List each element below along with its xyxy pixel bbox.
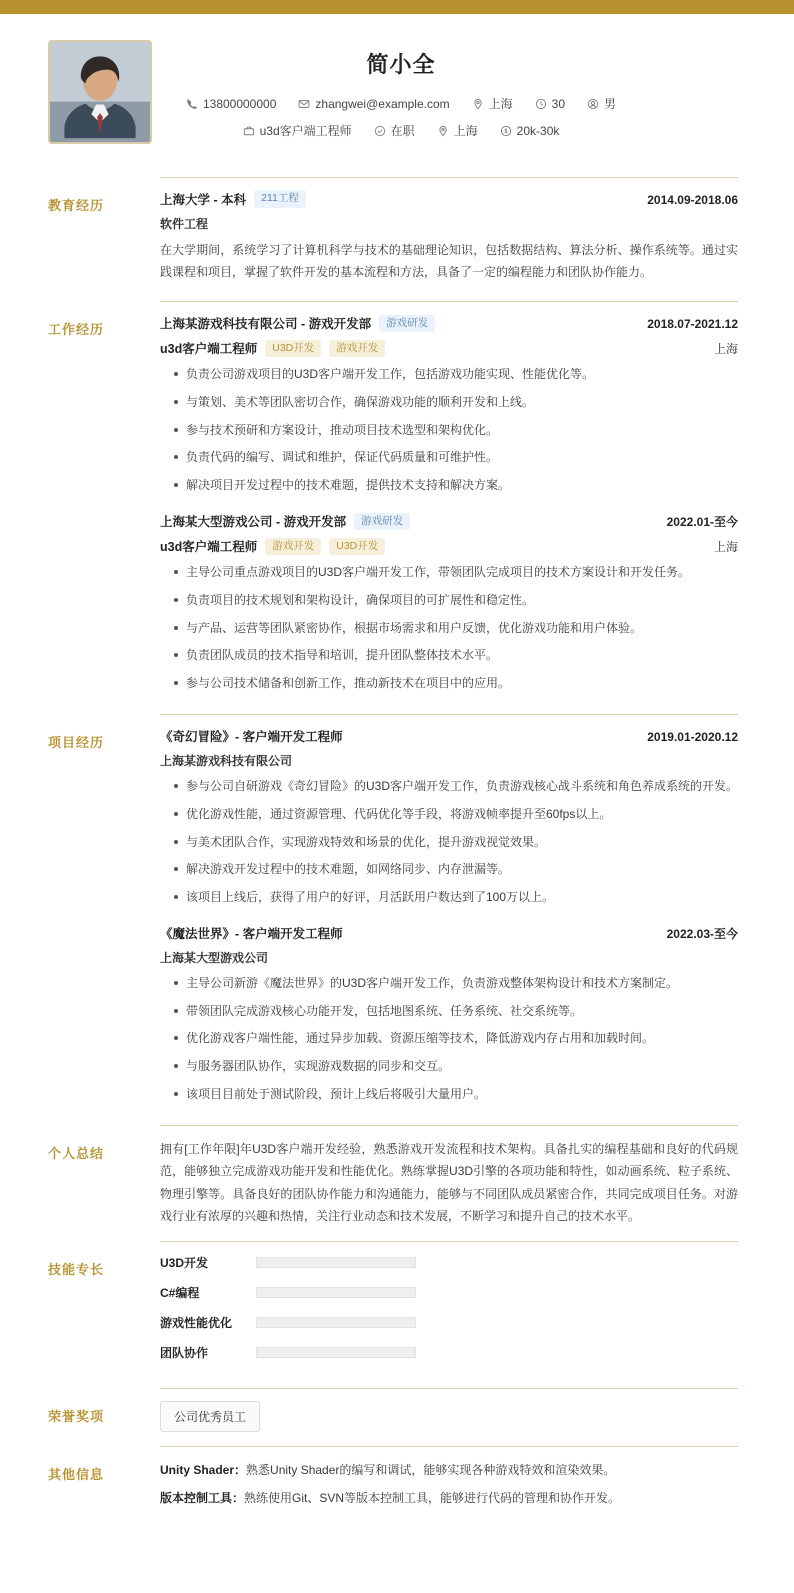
list-item: 主导公司新游《魔法世界》的U3D客户端开发工作，负责游戏整体架构设计和技术方案制定。	[176, 973, 738, 995]
entry-subheader	[160, 537, 738, 555]
entry-header	[160, 314, 738, 332]
skill-name: 游戏性能优化	[160, 1316, 233, 1330]
header-main	[154, 32, 738, 149]
status-icon	[374, 125, 386, 137]
work-date: 2018.07-2021.12	[647, 317, 738, 332]
list-item: 负责代码的编写、调试和维护，保证代码质量和可维护性。	[176, 447, 738, 469]
project-name: 《奇幻冒险》- 客户端开发工程师	[160, 730, 343, 745]
other-item-text: 熟悉Unity Shader的编写和调试，能够实现各种游戏特效和渲染效果。	[246, 1463, 616, 1477]
education-date: 2014.09-2018.06	[647, 193, 738, 207]
project-entry	[160, 727, 738, 908]
list-item: 参与公司技术储备和创新工作，推动新技术在项目中的应用。	[176, 673, 738, 695]
education-entry	[160, 190, 738, 283]
skill-bar	[256, 1257, 416, 1268]
company-name: 上海某大型游戏公司 - 游戏开发部	[160, 515, 347, 530]
gender-icon	[587, 98, 599, 110]
avatar	[48, 40, 152, 144]
list-item: 负责团队成员的技术指导和培训，提升团队整体技术水平。	[176, 645, 738, 667]
list-item: 与策划、美术等团队密切合作，确保游戏功能的顺利开发和上线。	[176, 392, 738, 414]
section-work	[0, 301, 794, 700]
salary	[500, 122, 560, 139]
entry-header	[160, 727, 738, 745]
work-place: 上海	[713, 342, 738, 357]
skill-bar	[256, 1287, 416, 1298]
list-item: 负责项目的技术规划和架构设计，确保项目的可扩展性和稳定性。	[176, 590, 738, 612]
summary-text: 拥有[工作年限]年U3D客户端开发经验，熟悉游戏开发流程和技术架构。具备扎实的编程基础和良好的代码规范，能够独立完成游戏功能开发和性能优化。熟练掌握U3D引擎的各项功能和特性，如动画系统、粒子系统、物理引擎等。具备良好的团队协作能力和沟通能力，能够与不同团队成员紧密合作，共同完成项目任务。对游戏行业有浓厚的兴趣和热情，关注行业动态和技术发展，不断学习和提升自己的技术水平。	[160, 1142, 738, 1223]
work-date: 2022.01-至今	[666, 515, 738, 530]
skill-row	[160, 1314, 738, 1331]
list-item: 参与公司自研游戏《奇幻冒险》的U3D客户端开发工作，负责游戏核心战斗系统和角色养成系统的开发。	[176, 776, 738, 798]
role-tag: 游戏开发	[265, 538, 321, 556]
work-place: 上海	[713, 540, 738, 555]
page-title: 简小全	[366, 52, 436, 77]
section-title-summary: 个人总结	[48, 1146, 105, 1162]
contact-location	[472, 95, 513, 112]
section-skills	[0, 1241, 794, 1374]
work-role: u3d客户端工程师	[160, 342, 258, 357]
section-title-honors: 荣誉奖项	[48, 1409, 105, 1424]
job-title	[243, 122, 352, 139]
section-body-skills	[160, 1241, 738, 1374]
contact-email	[298, 95, 449, 112]
section-title-work: 工作经历	[48, 322, 105, 338]
section-body-other	[160, 1446, 738, 1515]
job-status-text: 在职	[390, 124, 415, 138]
section-title-skills: 技能专长	[48, 1262, 105, 1277]
company-name: 上海某游戏科技有限公司 - 游戏开发部	[160, 317, 372, 332]
contact-email-text: zhangwei@example.com	[315, 96, 450, 111]
entry-header	[160, 190, 738, 208]
project-company: 上海某大型游戏公司	[160, 951, 269, 966]
work-role: u3d客户端工程师	[160, 540, 258, 555]
school-name: 上海大学 - 本科	[160, 193, 247, 207]
role-tag: U3D开发	[329, 538, 385, 556]
job-city	[437, 122, 478, 139]
contact-gender-text: 男	[604, 97, 617, 111]
role-tag: 游戏开发	[329, 340, 385, 358]
other-item-label: 版本控制工具：	[160, 1490, 245, 1505]
contact-gender	[587, 95, 616, 112]
list-item: 解决游戏开发过程中的技术难题，如网络同步、内存泄漏等。	[176, 859, 738, 881]
section-body-project	[160, 714, 738, 1111]
list-item: 参与技术预研和方案设计，推动项目技术选型和架构优化。	[176, 420, 738, 442]
list-item: 解决项目开发过程中的技术难题，提供技术支持和解决方案。	[176, 475, 738, 497]
status-badge: 公司优秀员工	[160, 1401, 260, 1432]
contact-phone	[186, 95, 276, 112]
company-tag: 游戏研发	[354, 513, 410, 531]
skill-row	[160, 1254, 738, 1271]
job-status	[374, 122, 415, 139]
other-item-text: 熟练使用Git、SVN等版本控制工具，能够进行代码的管理和协作开发。	[244, 1490, 621, 1505]
project-company: 上海某游戏科技有限公司	[160, 754, 293, 769]
list-item: 优化游戏客户端性能，通过异步加载、资源压缩等技术，降低游戏内存占用和加载时间。	[176, 1028, 738, 1050]
top-accent-bar	[0, 0, 794, 14]
section-body-education	[160, 177, 738, 287]
section-title-other: 其他信息	[48, 1467, 105, 1482]
list-item: 带领团队完成游戏核心功能开发，包括地图系统、任务系统、社交系统等。	[176, 1001, 738, 1023]
entry-header	[160, 512, 738, 530]
other-item-label: Unity Shader：	[160, 1463, 247, 1477]
phone-icon	[186, 98, 198, 110]
contact-age-text: 30	[551, 96, 566, 111]
school-tag: 211工程	[254, 190, 306, 208]
entry-header-left	[160, 314, 435, 332]
resume-header	[0, 14, 794, 163]
work-bullets	[160, 364, 738, 496]
section-body-honors	[160, 1388, 738, 1432]
project-name: 《魔法世界》- 客户端开发工程师	[160, 927, 343, 942]
skill-name: C#编程	[160, 1286, 200, 1300]
section-project	[0, 714, 794, 1111]
entry-subheader	[160, 339, 738, 357]
role-tag: U3D开发	[265, 340, 321, 358]
mail-icon	[298, 98, 310, 110]
skill-name: U3D开发	[160, 1256, 209, 1270]
entry-header-left	[160, 190, 306, 208]
salary-text: 20k-30k	[516, 123, 560, 138]
education-description: 在大学期间，系统学习了计算机科学与技术的基础理论知识，包括数据结构、算法分析、操作系统等。通过实践课程和项目，掌握了软件开发的基本流程和方法，具备了一定的编程能力和团队协作能力。	[160, 243, 738, 280]
skill-row	[160, 1284, 738, 1301]
list-item: 优化游戏性能，通过资源管理、代码优化等手段，将游戏帧率提升至60fps以上。	[176, 804, 738, 826]
project-bullets	[160, 776, 738, 908]
contact-row-secondary	[154, 122, 648, 139]
section-title-education: 教育经历	[48, 198, 105, 213]
section-education	[0, 177, 794, 287]
city-icon	[437, 125, 449, 137]
section-body-work	[160, 301, 738, 700]
project-bullets	[160, 973, 738, 1105]
briefcase-icon	[243, 125, 255, 137]
list-item: 主导公司重点游戏项目的U3D客户端开发工作，带领团队完成项目的技术方案设计和开发任务。	[176, 562, 738, 584]
section-other	[0, 1446, 794, 1539]
contact-phone-text: 13800000000	[202, 96, 277, 111]
project-entry	[160, 924, 738, 1105]
list-item: 与美术团队合作，实现游戏特效和场景的优化，提升游戏视觉效果。	[176, 832, 738, 854]
age-icon	[535, 98, 547, 110]
contact-row-primary	[154, 95, 648, 112]
work-bullets	[160, 562, 738, 694]
major-name: 软件工程	[160, 217, 209, 231]
other-item	[160, 1459, 738, 1482]
location-icon	[472, 98, 484, 110]
skill-row	[160, 1344, 738, 1361]
section-body-summary	[160, 1125, 738, 1227]
company-tag: 游戏研发	[379, 315, 435, 333]
skill-name: 团队协作	[160, 1346, 209, 1360]
section-title-project: 项目经历	[48, 735, 105, 751]
section-honors	[0, 1388, 794, 1432]
entry-subheader-left	[160, 537, 385, 555]
salary-icon	[500, 125, 512, 137]
entry-header	[160, 924, 738, 942]
project-date: 2022.03-至今	[666, 927, 738, 942]
work-entry	[160, 512, 738, 694]
list-item: 与产品、运营等团队紧密协作，根据市场需求和用户反馈，优化游戏功能和用户体验。	[176, 618, 738, 640]
skill-bar	[256, 1347, 416, 1358]
entry-subheader-left	[160, 339, 385, 357]
list-item: 该项目目前处于测试阶段，预计上线后将吸引大量用户。	[176, 1084, 738, 1106]
avatar-container	[48, 32, 154, 144]
project-date: 2019.01-2020.12	[647, 730, 738, 745]
work-entry	[160, 314, 738, 496]
contact-age	[535, 95, 565, 112]
section-summary	[0, 1125, 794, 1227]
list-item: 负责公司游戏项目的U3D客户端开发工作，包括游戏功能实现、性能优化等。	[176, 364, 738, 386]
job-city-text: 上海	[453, 124, 478, 138]
list-item: 与服务器团队协作，实现游戏数据的同步和交互。	[176, 1056, 738, 1078]
entry-header-left	[160, 512, 410, 530]
skill-bar	[256, 1317, 416, 1328]
list-item: 该项目上线后，获得了用户的好评，月活跃用户数达到了100万以上。	[176, 887, 738, 909]
other-item	[160, 1487, 738, 1510]
contact-location-text: 上海	[488, 97, 513, 111]
job-title-text: u3d客户端工程师	[259, 124, 352, 138]
